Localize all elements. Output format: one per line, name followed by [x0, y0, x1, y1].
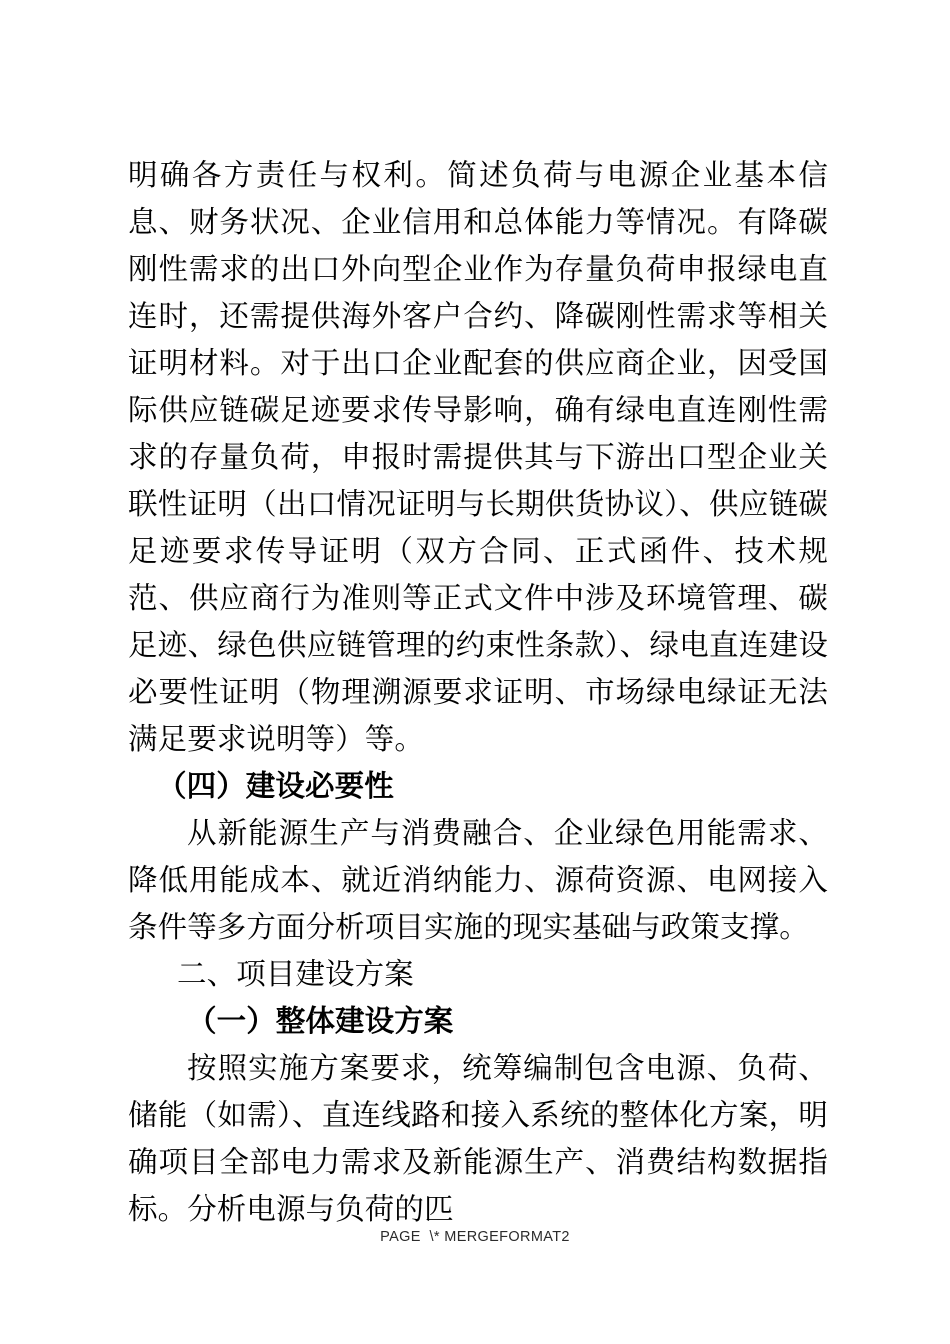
heading-chapter-two-project-construction-plan: 二、项目建设方案 [177, 958, 414, 991]
document-body [128, 152, 828, 1233]
paragraph-continuation: 明确各方责任与权利。简述负荷与电源企业基本信息、财务状况、企业信用和总体能力等情况。有降碳刚性需求的出口外向型企业作为存量负荷申报绿电直连时，还需提供海外客户合约、降碳刚性需求等相关证明材料。对于出口企业配套的供应商企业，因受国际供应链碳足迹要求传导影响，确有绿电直连刚性需求的存量负荷，申报时需提供其与下游出口型企业关联性证明（出口情况证明与长期供货协议）、供应链碳足迹要求传导证明（双方合同、正式函件、技术规范、供应商行为准则等正式文件中涉及环境管理、碳足迹、绿色供应链管理的约束性条款）、绿电直连建设必要性证明（物理溯源要求证明、市场绿电绿证无法满足要求说明等）等。 [128, 159, 828, 756]
heading-section-four-construction-necessity: （四）建设必要性 [157, 770, 394, 803]
page-footer [0, 1228, 950, 1246]
paragraph-overall-construction-plan: 按照实施方案要求，统筹编制包含电源、负荷、储能（如需）、直连线路和接入系统的整体化方案，明确项目全部电力需求及新能源生产、消费结构数据指标。分析电源与负荷的匹 [128, 1052, 828, 1226]
paragraph-construction-necessity: 从新能源生产与消费融合、企业绿色用能需求、降低用能成本、就近消纳能力、源荷资源、电网接入条件等多方面分析项目实施的现实基础与政策支撑。 [128, 817, 828, 944]
heading-section-one-overall-construction-plan: （一）整体建设方案 [187, 1005, 454, 1038]
footer-page-field: PAGE \* MERGEFORMAT2 [380, 1229, 570, 1245]
